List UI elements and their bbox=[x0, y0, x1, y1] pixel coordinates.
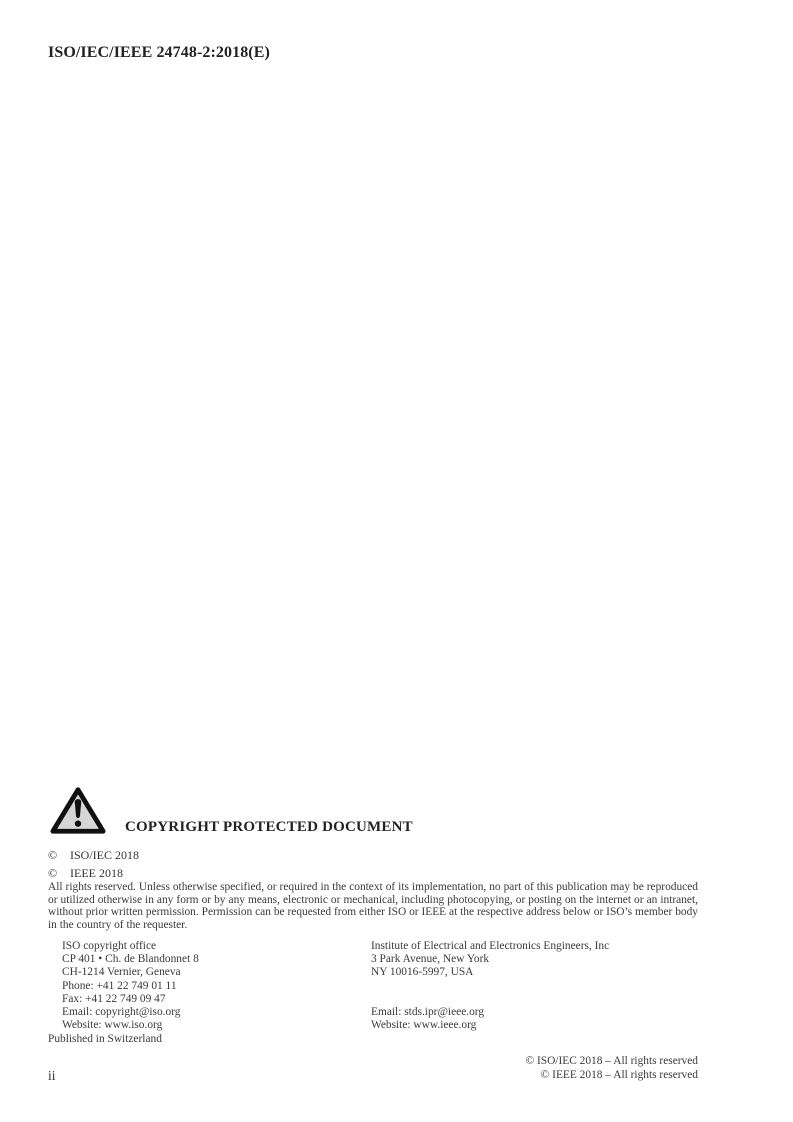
document-id-header: ISO/IEC/IEEE 24748-2:2018(E) bbox=[48, 44, 270, 61]
address-line: Website: www.iso.org bbox=[62, 1019, 163, 1032]
footer-rights-line-ieee: © IEEE 2018 – All rights reserved bbox=[540, 1068, 698, 1081]
address-line: Email: stds.ipr@ieee.org bbox=[371, 1005, 485, 1018]
published-in-line: Published in Switzerland bbox=[48, 1033, 162, 1045]
iso-address-block bbox=[62, 940, 371, 1032]
address-line: ISO copyright office bbox=[62, 940, 157, 952]
address-line: CP 401 • Ch. de Blandonnet 8 bbox=[62, 953, 199, 966]
warning-triangle-icon bbox=[50, 786, 106, 835]
footer-rights-block bbox=[48, 1055, 698, 1082]
address-line bbox=[371, 993, 701, 1006]
copyright-symbol: © bbox=[48, 848, 58, 862]
copyright-holder: IEEE 2018 bbox=[70, 866, 123, 880]
copyright-banner-title: COPYRIGHT PROTECTED DOCUMENT bbox=[125, 819, 413, 835]
copyright-holder: ISO/IEC 2018 bbox=[70, 848, 139, 862]
address-line: 3 Park Avenue, New York bbox=[371, 953, 490, 966]
address-line: Email: copyright@iso.org bbox=[62, 1006, 181, 1019]
address-line: Fax: +41 22 749 09 47 bbox=[62, 992, 166, 1005]
copyright-line-iso-iec bbox=[48, 848, 139, 866]
address-line: Institute of Electrical and Electronics Engineers, Inc bbox=[371, 940, 610, 952]
ieee-address-block bbox=[371, 940, 701, 1032]
address-line: Website: www.ieee.org bbox=[371, 1019, 477, 1032]
page-number: ii bbox=[48, 1068, 56, 1083]
publisher-addresses bbox=[62, 940, 702, 1032]
address-line: CH-1214 Vernier, Geneva bbox=[62, 966, 181, 979]
copyright-holder-lines bbox=[48, 848, 139, 884]
address-line bbox=[371, 980, 701, 993]
address-line: NY 10016-5997, USA bbox=[371, 966, 474, 979]
copyright-symbol: © bbox=[48, 866, 58, 880]
footer-rights-line-iso-iec: © ISO/IEC 2018 – All rights reserved bbox=[525, 1055, 698, 1067]
rights-notice-paragraph: All rights reserved. Unless otherwise specified, or required in the context of its implementation, no part of this publication may be reproduced or utilized otherwise in any form or by any means, electronic or mechanical, including photocopying, or posting on the internet or an intranet, without prior written permission. Permission can be requested from either ISO or IEEE at the respective address below or ISO’s member body in the country of the requester. bbox=[48, 881, 698, 931]
address-line: Phone: +41 22 749 01 11 bbox=[62, 979, 177, 992]
